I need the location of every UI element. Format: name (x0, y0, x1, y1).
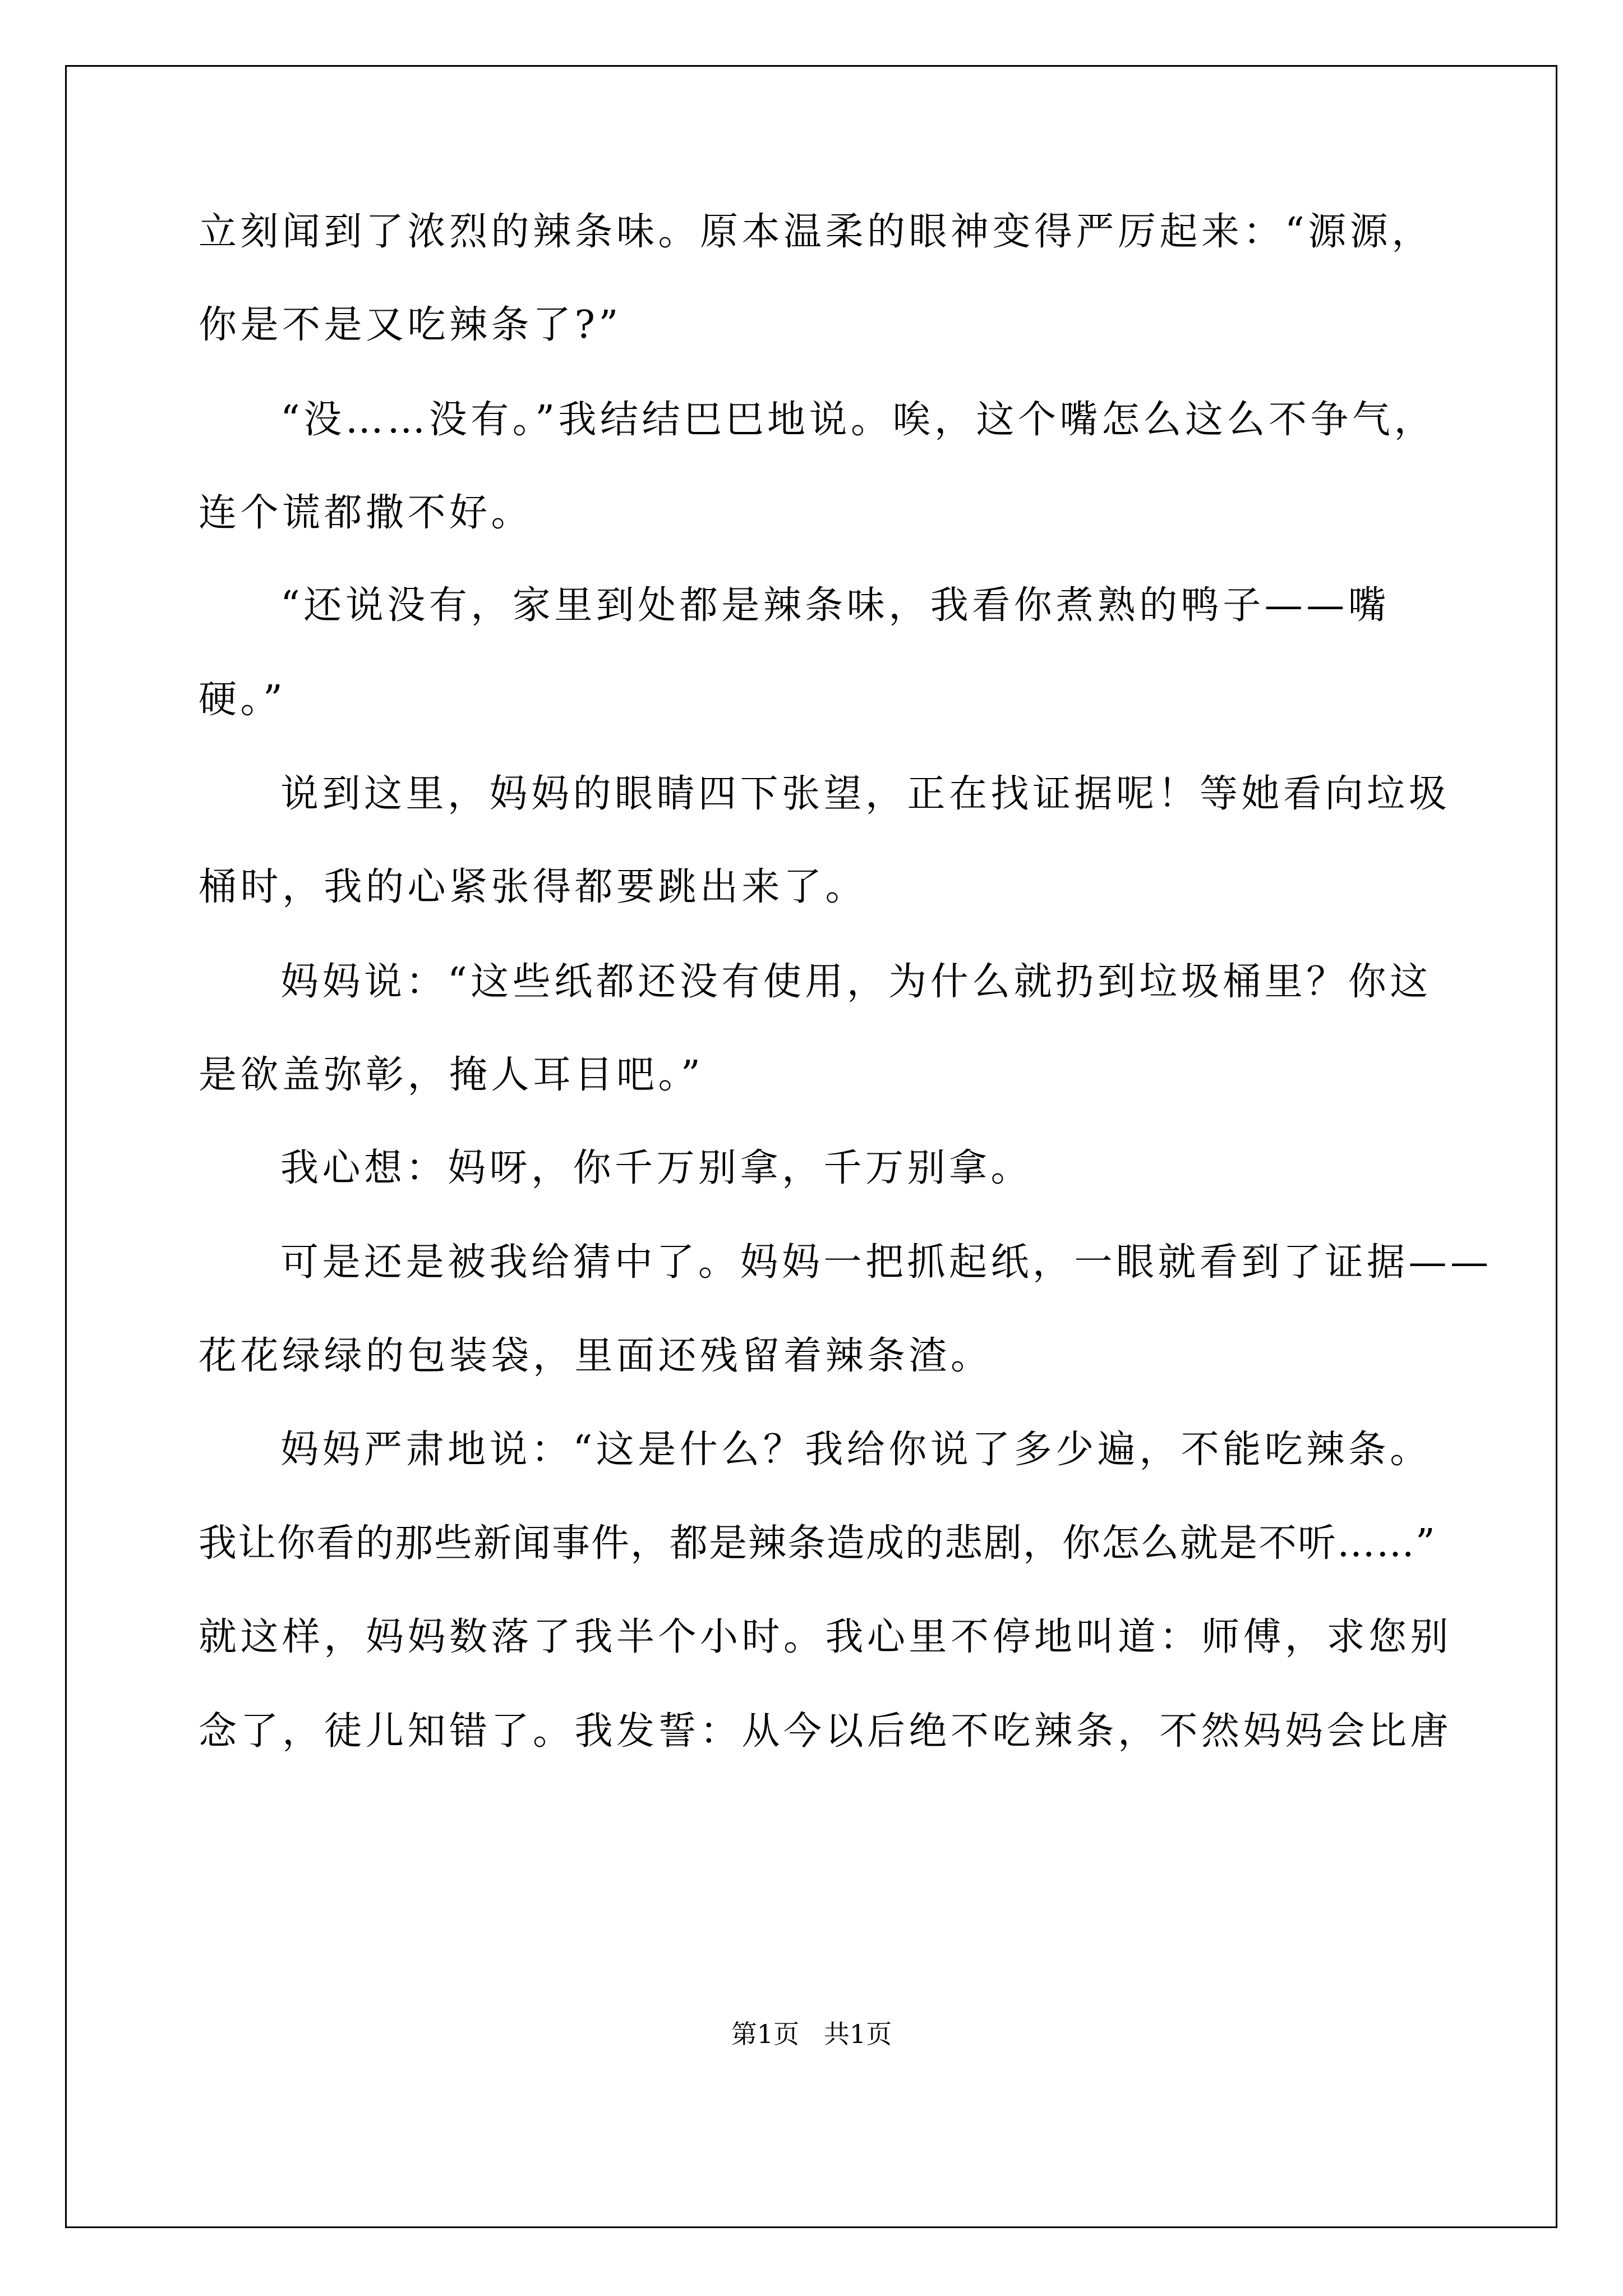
text-line-4: 连个谎都撒不好。 (199, 491, 533, 535)
text-line-16: 就这样，妈妈数落了我半个小时。我心里不停地叫道：师傅，求您别 (199, 1615, 1453, 1659)
text-line-10: 是欲盖弥彰，掩人耳目吧。” (199, 1053, 704, 1097)
text-line-13: 花花绿绿的包装袋，里面还残留着辣条渣。 (199, 1334, 993, 1378)
text-line-15: 我让你看的那些新闻事件，都是辣条造成的悲剧，你怎么就是不听……” (199, 1521, 1436, 1566)
text-line-17: 念了，徒儿知错了。我发誓：从今以后绝不吃辣条，不然妈妈会比唐 (199, 1709, 1453, 1754)
text-line-7: 说到这里，妈妈的眼睛四下张望，正在找证据呢！等她看向垃圾 (280, 772, 1451, 816)
text-line-11: 我心想：妈呀，你千万别拿，千万别拿。 (280, 1146, 1033, 1190)
text-line-1: 立刻闻到了浓烈的辣条味。原本温柔的眼神变得严厉起来：“源源， (199, 210, 1433, 254)
text-line-9: 妈妈说：“这些纸都还没有使用，为什么就扔到垃圾桶里？你这 (280, 960, 1432, 1004)
text-line-14: 妈妈严肃地说：“这是什么？我给你说了多少遍，不能吃辣条。 (280, 1428, 1432, 1472)
text-line-3: “没……没有。”我结结巴巴地说。唉，这个嘴怎么这么不争气， (280, 398, 1436, 442)
text-line-8: 桶时，我的心紧张得都要跳出来了。 (199, 865, 868, 909)
text-line-2: 你是不是又吃辣条了?” (199, 303, 622, 347)
text-line-5: “还说没有，家里到处都是辣条味，我看你煮熟的鸭子——嘴 (280, 583, 1390, 628)
page-number-footer: 第1页 共1页 (731, 2019, 892, 2049)
text-line-6: 硬。” (199, 678, 287, 722)
text-line-12: 可是还是被我给猜中了。妈妈一把抓起纸，一眼就看到了证据—— (280, 1240, 1492, 1285)
